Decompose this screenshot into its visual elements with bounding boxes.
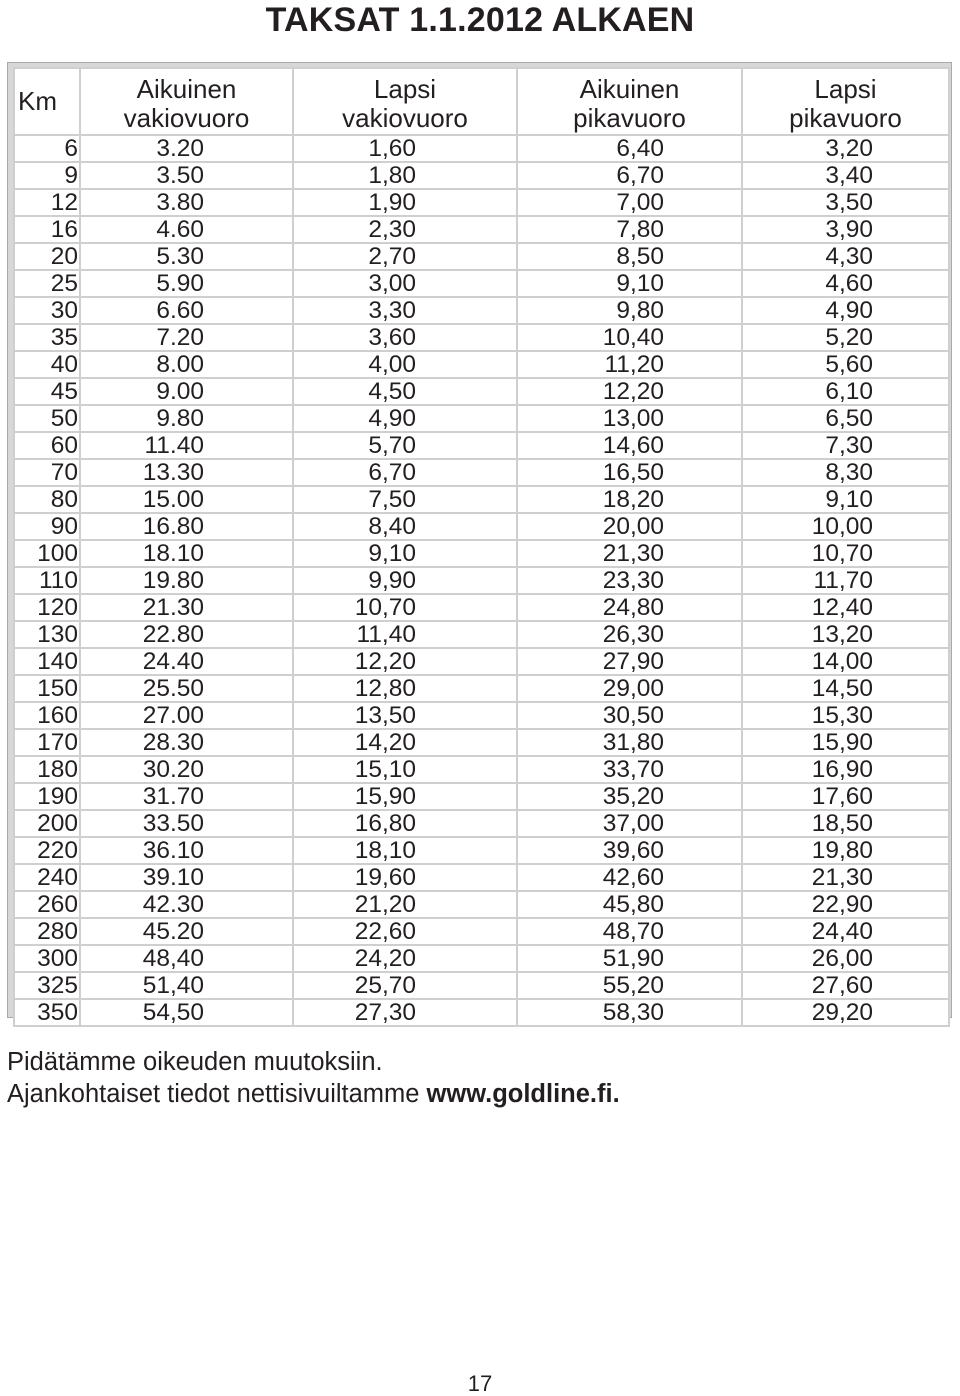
table-row <box>14 567 949 594</box>
cell-child-express: 15,30 <box>742 702 949 729</box>
cell-child-express: 7,30 <box>742 432 949 459</box>
fare-table <box>13 67 950 1027</box>
table-row <box>14 513 949 540</box>
cell-adult-express: 29,00 <box>517 675 742 702</box>
cell-adult-regular: 39.10 <box>80 864 293 891</box>
cell-child-regular: 7,50 <box>293 486 517 513</box>
cell-child-regular: 2,30 <box>293 216 517 243</box>
cell-km: 16 <box>14 216 80 243</box>
cell-adult-regular: 15.00 <box>80 486 293 513</box>
cell-child-express: 19,80 <box>742 837 949 864</box>
cell-child-regular: 8,40 <box>293 513 517 540</box>
cell-adult-regular: 13.30 <box>80 459 293 486</box>
cell-child-express: 6,10 <box>742 378 949 405</box>
table-row <box>14 675 949 702</box>
cell-km: 70 <box>14 459 80 486</box>
cell-adult-regular: 25.50 <box>80 675 293 702</box>
cell-adult-express: 8,50 <box>517 243 742 270</box>
cell-adult-regular: 28.30 <box>80 729 293 756</box>
page-number: 17 <box>467 1371 493 1396</box>
cell-child-regular: 5,70 <box>293 432 517 459</box>
cell-km: 260 <box>14 891 80 918</box>
cell-child-regular: 9,10 <box>293 540 517 567</box>
cell-adult-express: 31,80 <box>517 729 742 756</box>
cell-km: 300 <box>14 945 80 972</box>
cell-adult-regular: 9.00 <box>80 378 293 405</box>
table-row <box>14 189 949 216</box>
cell-km: 190 <box>14 783 80 810</box>
cell-adult-express: 23,30 <box>517 567 742 594</box>
cell-child-regular: 19,60 <box>293 864 517 891</box>
cell-adult-regular: 11.40 <box>80 432 293 459</box>
table-row <box>14 621 949 648</box>
cell-km: 325 <box>14 972 80 999</box>
table-row <box>14 540 949 567</box>
cell-adult-regular: 5.90 <box>80 270 293 297</box>
cell-adult-regular: 19.80 <box>80 567 293 594</box>
table-row <box>14 729 949 756</box>
cell-child-regular: 2,70 <box>293 243 517 270</box>
table-row <box>14 918 949 945</box>
cell-km: 30 <box>14 297 80 324</box>
cell-child-regular: 18,10 <box>293 837 517 864</box>
cell-adult-regular: 27.00 <box>80 702 293 729</box>
cell-adult-regular: 8.00 <box>80 351 293 378</box>
cell-child-express: 16,90 <box>742 756 949 783</box>
cell-km: 220 <box>14 837 80 864</box>
cell-child-regular: 6,70 <box>293 459 517 486</box>
cell-child-express: 5,60 <box>742 351 949 378</box>
cell-child-regular: 27,30 <box>293 999 517 1026</box>
cell-child-express: 10,00 <box>742 513 949 540</box>
cell-adult-regular: 51,40 <box>80 972 293 999</box>
page-title: TAKSAT 1.1.2012 ALKAEN <box>265 1 695 39</box>
cell-adult-express: 7,80 <box>517 216 742 243</box>
cell-child-express: 11,70 <box>742 567 949 594</box>
cell-km: 45 <box>14 378 80 405</box>
cell-child-regular: 9,90 <box>293 567 517 594</box>
cell-km: 90 <box>14 513 80 540</box>
cell-km: 100 <box>14 540 80 567</box>
cell-adult-regular: 5.30 <box>80 243 293 270</box>
cell-adult-express: 11,20 <box>517 351 742 378</box>
cell-adult-regular: 24.40 <box>80 648 293 675</box>
cell-km: 180 <box>14 756 80 783</box>
footer-line-1: Pidätämme oikeuden muutoksiin. <box>7 1048 383 1076</box>
cell-km: 140 <box>14 648 80 675</box>
header-child-express: Lapsi pikavuoro <box>742 68 949 135</box>
table-row <box>14 594 949 621</box>
cell-adult-express: 10,40 <box>517 324 742 351</box>
cell-child-express: 6,50 <box>742 405 949 432</box>
cell-child-express: 4,90 <box>742 297 949 324</box>
cell-km: 25 <box>14 270 80 297</box>
footer-note <box>7 1046 620 1110</box>
table-row <box>14 945 949 972</box>
table-row <box>14 216 949 243</box>
cell-child-express: 14,00 <box>742 648 949 675</box>
cell-adult-express: 9,80 <box>517 297 742 324</box>
cell-child-regular: 1,80 <box>293 162 517 189</box>
cell-adult-express: 9,10 <box>517 270 742 297</box>
cell-km: 35 <box>14 324 80 351</box>
cell-child-express: 8,30 <box>742 459 949 486</box>
cell-adult-express: 27,90 <box>517 648 742 675</box>
cell-child-express: 21,30 <box>742 864 949 891</box>
fare-table-frame <box>7 62 952 1026</box>
footer-line-2-text: Ajankohtaiset tiedot nettisivuiltamme <box>7 1080 427 1108</box>
cell-adult-express: 35,20 <box>517 783 742 810</box>
cell-child-express: 26,00 <box>742 945 949 972</box>
cell-child-regular: 3,00 <box>293 270 517 297</box>
cell-km: 6 <box>14 135 80 162</box>
cell-km: 120 <box>14 594 80 621</box>
cell-child-regular: 4,00 <box>293 351 517 378</box>
cell-child-regular: 14,20 <box>293 729 517 756</box>
cell-child-regular: 25,70 <box>293 972 517 999</box>
cell-child-regular: 12,20 <box>293 648 517 675</box>
table-header-row <box>14 68 949 135</box>
cell-adult-regular: 30.20 <box>80 756 293 783</box>
cell-child-regular: 15,10 <box>293 756 517 783</box>
cell-child-regular: 4,90 <box>293 405 517 432</box>
cell-adult-regular: 18.10 <box>80 540 293 567</box>
cell-child-regular: 21,20 <box>293 891 517 918</box>
table-row <box>14 810 949 837</box>
cell-adult-regular: 3.80 <box>80 189 293 216</box>
header-adult-express: Aikuinen pikavuoro <box>517 68 742 135</box>
cell-child-regular: 3,60 <box>293 324 517 351</box>
cell-child-express: 29,20 <box>742 999 949 1026</box>
table-row <box>14 891 949 918</box>
cell-child-express: 15,90 <box>742 729 949 756</box>
cell-adult-express: 6,70 <box>517 162 742 189</box>
cell-adult-regular: 16.80 <box>80 513 293 540</box>
cell-adult-regular: 31.70 <box>80 783 293 810</box>
table-row <box>14 432 949 459</box>
table-row <box>14 162 949 189</box>
cell-adult-express: 18,20 <box>517 486 742 513</box>
table-row <box>14 270 949 297</box>
cell-adult-regular: 6.60 <box>80 297 293 324</box>
table-row <box>14 405 949 432</box>
website-link[interactable]: www.goldline.fi. <box>426 1080 620 1108</box>
cell-child-regular: 13,50 <box>293 702 517 729</box>
table-row <box>14 351 949 378</box>
cell-child-express: 22,90 <box>742 891 949 918</box>
header-adult-regular: Aikuinen vakiovuoro <box>80 68 293 135</box>
cell-adult-express: 7,00 <box>517 189 742 216</box>
cell-km: 80 <box>14 486 80 513</box>
table-row <box>14 324 949 351</box>
cell-adult-express: 45,80 <box>517 891 742 918</box>
cell-child-regular: 1,90 <box>293 189 517 216</box>
cell-child-regular: 3,30 <box>293 297 517 324</box>
cell-km: 60 <box>14 432 80 459</box>
cell-adult-regular: 33.50 <box>80 810 293 837</box>
footer-line-2 <box>7 1078 620 1110</box>
table-row <box>14 756 949 783</box>
cell-km: 130 <box>14 621 80 648</box>
cell-child-regular: 24,20 <box>293 945 517 972</box>
cell-child-regular: 1,60 <box>293 135 517 162</box>
table-row <box>14 864 949 891</box>
cell-child-express: 3,40 <box>742 162 949 189</box>
cell-adult-express: 13,00 <box>517 405 742 432</box>
cell-km: 280 <box>14 918 80 945</box>
table-row <box>14 837 949 864</box>
cell-km: 40 <box>14 351 80 378</box>
cell-child-express: 13,20 <box>742 621 949 648</box>
cell-adult-express: 14,60 <box>517 432 742 459</box>
cell-adult-regular: 48,40 <box>80 945 293 972</box>
table-row <box>14 486 949 513</box>
cell-adult-express: 24,80 <box>517 594 742 621</box>
cell-child-express: 9,10 <box>742 486 949 513</box>
cell-km: 240 <box>14 864 80 891</box>
cell-child-express: 3,90 <box>742 216 949 243</box>
cell-child-regular: 22,60 <box>293 918 517 945</box>
cell-km: 110 <box>14 567 80 594</box>
table-row <box>14 702 949 729</box>
cell-child-express: 17,60 <box>742 783 949 810</box>
cell-child-express: 24,40 <box>742 918 949 945</box>
header-child-regular: Lapsi vakiovuoro <box>293 68 517 135</box>
table-row <box>14 378 949 405</box>
cell-adult-express: 16,50 <box>517 459 742 486</box>
cell-km: 12 <box>14 189 80 216</box>
cell-child-regular: 15,90 <box>293 783 517 810</box>
cell-adult-express: 39,60 <box>517 837 742 864</box>
cell-adult-regular: 54,50 <box>80 999 293 1026</box>
cell-adult-regular: 36.10 <box>80 837 293 864</box>
table-row <box>14 135 949 162</box>
cell-child-regular: 16,80 <box>293 810 517 837</box>
table-row <box>14 297 949 324</box>
cell-adult-express: 21,30 <box>517 540 742 567</box>
table-row <box>14 648 949 675</box>
cell-km: 160 <box>14 702 80 729</box>
cell-km: 50 <box>14 405 80 432</box>
cell-adult-express: 6,40 <box>517 135 742 162</box>
cell-child-express: 5,20 <box>742 324 949 351</box>
cell-child-regular: 4,50 <box>293 378 517 405</box>
cell-adult-regular: 21.30 <box>80 594 293 621</box>
cell-km: 200 <box>14 810 80 837</box>
cell-km: 350 <box>14 999 80 1026</box>
cell-adult-regular: 3.50 <box>80 162 293 189</box>
cell-child-express: 3,50 <box>742 189 949 216</box>
cell-child-regular: 10,70 <box>293 594 517 621</box>
cell-child-express: 12,40 <box>742 594 949 621</box>
header-km: Km <box>14 68 80 135</box>
cell-adult-express: 42,60 <box>517 864 742 891</box>
cell-km: 20 <box>14 243 80 270</box>
cell-km: 9 <box>14 162 80 189</box>
table-row <box>14 459 949 486</box>
table-row <box>14 999 949 1026</box>
cell-adult-express: 30,50 <box>517 702 742 729</box>
cell-adult-express: 48,70 <box>517 918 742 945</box>
cell-adult-express: 58,30 <box>517 999 742 1026</box>
cell-adult-express: 12,20 <box>517 378 742 405</box>
cell-child-express: 18,50 <box>742 810 949 837</box>
cell-adult-regular: 45.20 <box>80 918 293 945</box>
cell-adult-regular: 3.20 <box>80 135 293 162</box>
cell-adult-express: 51,90 <box>517 945 742 972</box>
table-row <box>14 783 949 810</box>
cell-adult-express: 55,20 <box>517 972 742 999</box>
cell-child-express: 3,20 <box>742 135 949 162</box>
cell-child-regular: 11,40 <box>293 621 517 648</box>
cell-adult-regular: 4.60 <box>80 216 293 243</box>
cell-adult-regular: 7.20 <box>80 324 293 351</box>
cell-child-express: 10,70 <box>742 540 949 567</box>
table-row <box>14 972 949 999</box>
cell-adult-express: 37,00 <box>517 810 742 837</box>
cell-adult-regular: 9.80 <box>80 405 293 432</box>
cell-km: 170 <box>14 729 80 756</box>
cell-adult-express: 33,70 <box>517 756 742 783</box>
cell-km: 150 <box>14 675 80 702</box>
cell-child-express: 14,50 <box>742 675 949 702</box>
cell-adult-express: 26,30 <box>517 621 742 648</box>
cell-child-express: 27,60 <box>742 972 949 999</box>
table-row <box>14 243 949 270</box>
cell-child-express: 4,30 <box>742 243 949 270</box>
cell-child-express: 4,60 <box>742 270 949 297</box>
cell-adult-regular: 42.30 <box>80 891 293 918</box>
cell-child-regular: 12,80 <box>293 675 517 702</box>
cell-adult-express: 20,00 <box>517 513 742 540</box>
cell-adult-regular: 22.80 <box>80 621 293 648</box>
